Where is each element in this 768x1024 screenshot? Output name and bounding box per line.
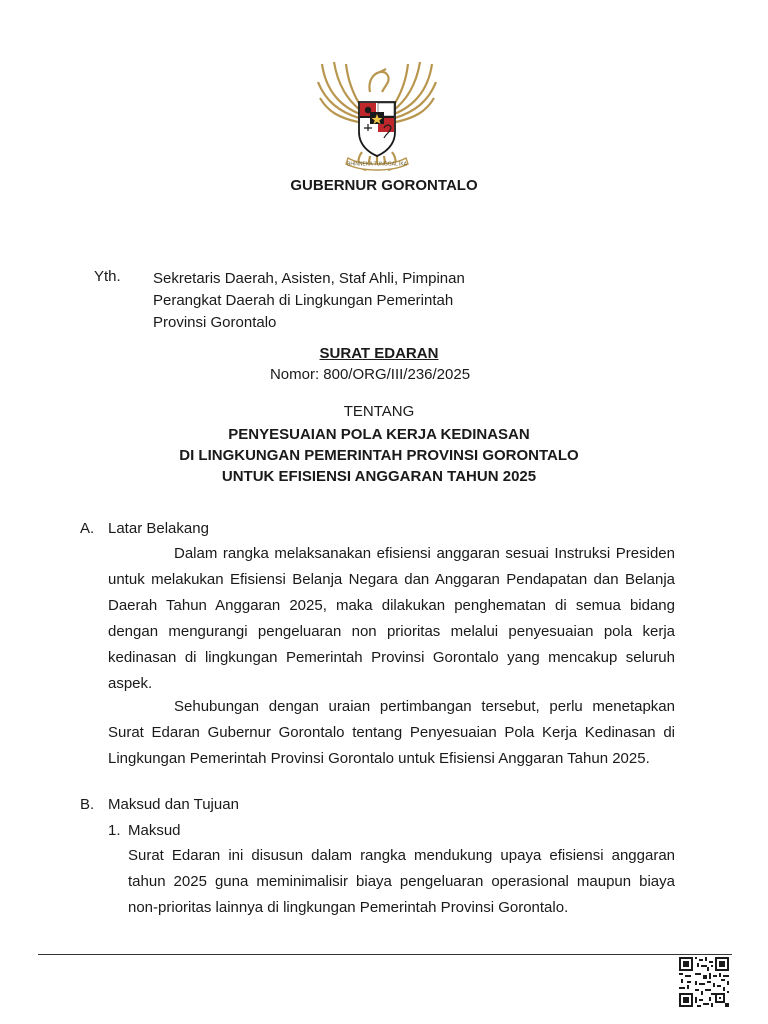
subsection-paragraph bbox=[128, 843, 675, 921]
circular-title: SURAT EDARAN bbox=[319, 345, 439, 362]
paragraph-line: Surat Edaran ini disusun dalam rangka mendukung upaya efisiensi anggaran bbox=[128, 847, 675, 864]
section-a-paragraph-2 bbox=[108, 694, 675, 772]
paragraph-line: Lingkungan Pemerintah Provinsi Gorontalo untuk Efisiensi Anggaran Tahun 2025. bbox=[108, 750, 650, 767]
addressee-block bbox=[153, 268, 513, 334]
emblem-motto: BHINNEKA TUNGGAL IKA bbox=[346, 161, 408, 168]
section-b-letter: B. bbox=[80, 796, 95, 813]
addressee-line: Perangkat Daerah di Lingkungan Pemerintah bbox=[153, 292, 454, 309]
qr-code-icon bbox=[679, 957, 729, 1007]
subsection-number: 1. bbox=[108, 822, 121, 839]
qr-code bbox=[679, 957, 729, 1007]
circular-number: Nomor: 800/ORG/III/236/2025 bbox=[269, 366, 471, 383]
subject-line: DI LINGKUNGAN PEMERINTAH PROVINSI GORONTALO bbox=[179, 447, 579, 464]
addressee-label: Yth. bbox=[94, 268, 121, 285]
paragraph-line: kedinasan di lingkungan Pemerintah Provinsi Gorontalo yang mencakup seluruh bbox=[108, 649, 675, 666]
addressee-line: Sekretaris Daerah, Asisten, Staf Ahli, Pimpinan bbox=[153, 270, 465, 287]
subject-line: UNTUK EFISIENSI ANGGARAN TAHUN 2025 bbox=[221, 468, 537, 485]
paragraph-line: Sehubungan dengan uraian pertimbangan tersebut, perlu menetapkan bbox=[174, 698, 675, 715]
paragraph-line: untuk melakukan Efisiensi Belanja Negara dan Anggaran Pendapatan dan Belanja bbox=[108, 571, 675, 588]
section-a-title: Latar Belakang bbox=[108, 520, 209, 537]
paragraph-line: dengan mengurangi pengeluaran non prioritas melalui penyesuaian pola kerja bbox=[108, 623, 675, 640]
paragraph-line: tahun 2025 guna meminimalisir biaya pengeluaran operasional maupun biaya bbox=[128, 873, 675, 890]
section-a-paragraph-1 bbox=[108, 541, 675, 697]
circular-subject bbox=[0, 424, 758, 487]
garuda-emblem-icon bbox=[312, 52, 442, 180]
garuda-emblem bbox=[312, 52, 442, 180]
about-label: TENTANG bbox=[343, 403, 415, 420]
section-a-letter: A. bbox=[80, 520, 95, 537]
subject-line: PENYESUAIAN POLA KERJA KEDINASAN bbox=[228, 426, 530, 443]
paragraph-line: Daerah Tahun Anggaran 2025, maka dilakukan penghematan di semua bidang bbox=[108, 597, 675, 614]
paragraph-line: Surat Edaran Gubernur Gorontalo tentang Penyesuaian Pola Kerja Kedinasan di bbox=[108, 724, 675, 741]
paragraph-line: aspek. bbox=[108, 675, 153, 692]
letterhead-title: GUBERNUR GORONTALO bbox=[290, 177, 478, 194]
section-b-title: Maksud dan Tujuan bbox=[108, 796, 239, 813]
paragraph-line: non-prioritas lainnya di lingkungan Pemerintah Provinsi Gorontalo. bbox=[128, 899, 569, 916]
addressee-line: Provinsi Gorontalo bbox=[153, 314, 277, 331]
paragraph-line: Dalam rangka melaksanakan efisiensi anggaran sesuai Instruksi Presiden bbox=[174, 545, 675, 562]
footer-divider bbox=[38, 954, 732, 955]
subsection-title: Maksud bbox=[128, 822, 181, 839]
